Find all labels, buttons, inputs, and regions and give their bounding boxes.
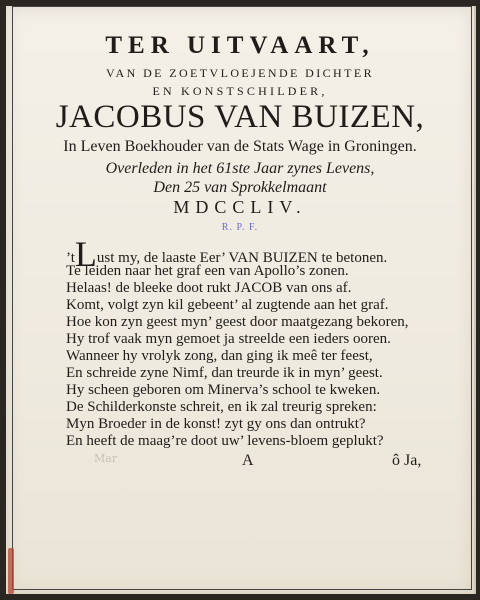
document-title: TER UITVAART, (105, 32, 375, 59)
margin-stain (8, 548, 14, 594)
poem-line: Myn Broeder in de konst! zyt gy ons dan ontrukt? (66, 416, 366, 432)
poem-line: En heeft de maag’re doot uw’ levens-bloem geplukt? (66, 433, 384, 449)
library-stamp: R. P. F. (221, 222, 259, 233)
poem-line: Komt, volgt zyn kil gebeent’ al zugtende aan het graf. (66, 297, 389, 313)
poem-line: Wanneer hy vrolyk zong, dan ging ik meê ter feest, (66, 348, 373, 364)
poem-line-1-text: ust my, de laaste Eer’ VAN BUIZEN te betonen. (96, 250, 388, 266)
signature-mark: A (242, 452, 254, 469)
death-line-1: Overleden in het 61ste Jaar zynes Levens, (105, 160, 375, 177)
poem-line: Hoe kon zyn geest myn’ geest door maatgezang bekoren, (66, 314, 409, 330)
position-line: In Leven Boekhouder van de Stats Wage in Groningen. (63, 138, 417, 155)
poem-line: Hy trof vaak myn gemoet ja streelde een ieders ooren. (66, 331, 391, 347)
poem-body (66, 234, 466, 450)
year-roman-numeral: MDCCLIV. (173, 197, 307, 217)
poem-line-prefix: ’t (66, 250, 75, 266)
poem-line: Helaas! de bleeke doot rukt JACOB van ons af. (66, 280, 352, 296)
catchword: ô Ja, (392, 452, 422, 469)
poem-line: De Schilderkonste schreit, en ik zal treurig spreken: (66, 399, 377, 415)
poem-line: Te leiden naar het graf een van Apollo’s zonen. (66, 263, 349, 279)
drop-cap: L (74, 234, 97, 274)
faint-bleed-through-text: Mar (94, 452, 118, 465)
poem-line: Hy scheen geboren om Minerva’s school te kweken. (66, 382, 381, 398)
subtitle-line-2: EN KONSTSCHILDER, (152, 84, 328, 98)
subtitle-line-1: VAN DE ZOETVLOEJENDE DICHTER (106, 66, 374, 80)
death-line-2: Den 25 van Sprokkelmaant (153, 179, 327, 196)
deceased-name: JACOBUS VAN BUIZEN, (55, 99, 425, 135)
poem-line: En schreide zyne Nimf, dan treurde ik in myn’ geest. (66, 365, 383, 381)
